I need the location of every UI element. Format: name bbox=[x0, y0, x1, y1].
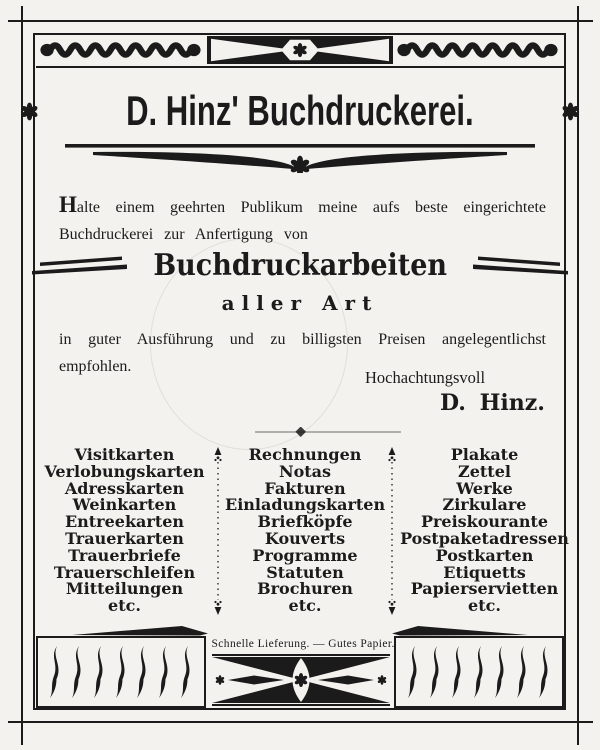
bowtie-ornament-icon bbox=[209, 36, 391, 64]
list-item: Zirkulare bbox=[442, 495, 527, 515]
list-item: Trauerkarten bbox=[65, 528, 184, 548]
bottom-ornament-strip bbox=[36, 626, 564, 710]
services-column-3 bbox=[399, 447, 570, 615]
body-line-2: empfohlen. bbox=[59, 358, 132, 375]
list-item: Adresskarten bbox=[64, 478, 185, 498]
list-item: Zettel bbox=[458, 461, 511, 481]
intro-paragraph bbox=[59, 191, 546, 248]
frame-line-bottom bbox=[8, 721, 593, 723]
signature: D. Hinz. bbox=[440, 390, 545, 416]
list-item: Entreekarten bbox=[64, 512, 185, 532]
list-item: Verlobungskarten bbox=[44, 461, 205, 481]
closing-salutation: Hochachtungsvoll bbox=[365, 368, 486, 387]
wedge-ornament-icon bbox=[70, 626, 210, 636]
bottom-center-block bbox=[211, 638, 395, 706]
list-item: Fakturen bbox=[264, 478, 346, 498]
subheading: aller Art bbox=[221, 291, 379, 315]
list-item: Programme bbox=[252, 545, 358, 565]
rosette-icon bbox=[20, 102, 39, 121]
list-item: Papierservietten bbox=[410, 579, 559, 599]
list-item: etc. bbox=[468, 596, 501, 616]
footer-note: Schnelle Lieferung. — Gutes Papier. bbox=[211, 638, 395, 650]
list-item: Visitkarten bbox=[74, 445, 175, 464]
list-item: Briefköpfe bbox=[257, 512, 353, 532]
page-title: D. Hinz' Buchdruckerei. bbox=[126, 87, 474, 134]
column-divider-icon bbox=[211, 447, 225, 615]
list-item: Postpaketadressen bbox=[400, 528, 569, 548]
flame-panel-icon bbox=[394, 636, 564, 708]
rosette-icon bbox=[561, 102, 580, 121]
list-item: Kouverts bbox=[264, 528, 346, 548]
column-divider-icon bbox=[385, 447, 399, 615]
dropcap: H bbox=[59, 192, 77, 217]
services-column-1 bbox=[38, 447, 211, 615]
list-item: Werke bbox=[456, 478, 513, 498]
body-line-1: in guter Ausführung und zu billigsten Preisen angelegentlichst bbox=[59, 331, 546, 348]
list-item: Rechnungen bbox=[248, 445, 362, 464]
diamond-divider-icon bbox=[253, 427, 403, 437]
hourglass-ornament-icon bbox=[212, 657, 390, 703]
footer-baseline bbox=[212, 704, 390, 706]
list-item: Brochuren bbox=[257, 579, 353, 599]
list-item: Preiskourante bbox=[420, 512, 549, 532]
list-item: Trauerbriefe bbox=[68, 545, 181, 565]
intro-line-2: Buchdruckerei zur Anfertigung von bbox=[59, 226, 308, 243]
list-item: Plakate bbox=[450, 445, 519, 464]
heading-row bbox=[0, 248, 600, 283]
list-item: Weinkarten bbox=[72, 495, 177, 515]
footer-rule bbox=[212, 654, 390, 656]
list-item: Einladungskarten bbox=[225, 495, 386, 515]
services-column-2 bbox=[225, 447, 385, 615]
list-item: etc. bbox=[108, 596, 141, 616]
list-item: Etiquetts bbox=[443, 562, 526, 582]
title-flourish-icon bbox=[65, 143, 535, 173]
list-item: Trauerschleifen bbox=[53, 562, 196, 582]
list-item: Statuten bbox=[266, 562, 344, 582]
wedge-ornament-icon bbox=[390, 626, 530, 636]
title-row bbox=[0, 87, 600, 134]
services-columns bbox=[38, 447, 570, 615]
wave-band-icon bbox=[36, 36, 209, 64]
intro-line-1: Halte einem geehrten Publikum meine aufs beste eingerichtete bbox=[59, 192, 546, 217]
tapered-dash-icon bbox=[32, 254, 127, 278]
list-item: Postkarten bbox=[435, 545, 534, 565]
wave-band-icon bbox=[391, 36, 564, 64]
tapered-dash-icon bbox=[473, 254, 568, 278]
top-ornament-strip bbox=[36, 36, 564, 68]
frame-line-top bbox=[8, 20, 593, 22]
list-item: etc. bbox=[288, 596, 322, 616]
list-item: Mitteilungen bbox=[65, 579, 184, 599]
heading: Buchdruckarbeiten bbox=[153, 248, 447, 283]
list-item: Notas bbox=[278, 461, 332, 481]
flame-panel-icon bbox=[36, 636, 206, 708]
